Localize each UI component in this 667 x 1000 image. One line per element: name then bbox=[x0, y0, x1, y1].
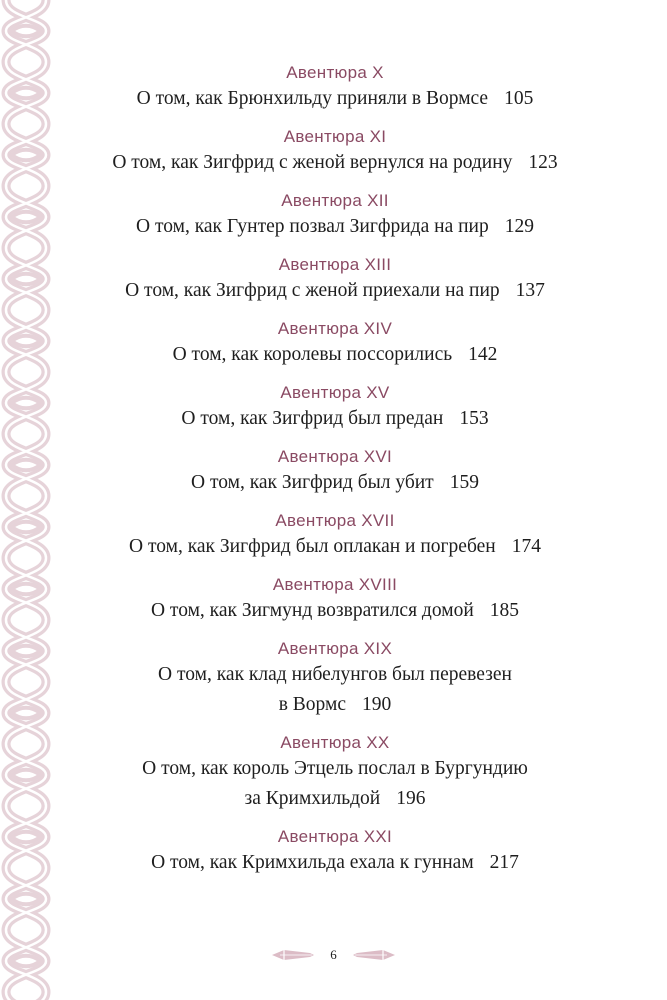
chapter-heading: Авентюра XVI bbox=[277, 447, 393, 466]
toc-entry[interactable] bbox=[70, 574, 600, 626]
page-reference: 217 bbox=[489, 852, 519, 873]
chapter-heading: Авентюра XI bbox=[283, 127, 387, 146]
chapter-heading: Авентюра XIII bbox=[278, 255, 392, 274]
page-reference: 174 bbox=[511, 536, 541, 557]
page-reference: 142 bbox=[468, 344, 498, 365]
chapter-title: О том, как Зигфрид был предан 153 bbox=[181, 408, 489, 429]
chapter-title: О том, как Кримхильда ехала к гуннам 217 bbox=[151, 852, 519, 873]
chapter-title: О том, как клад нибелунгов был перевезен bbox=[158, 664, 512, 685]
chapter-title: О том, как Зигмунд возвратился домой 185 bbox=[150, 600, 520, 621]
entry-spacer bbox=[70, 370, 600, 382]
chapter-heading: Авентюра XVIII bbox=[272, 575, 398, 594]
page-footer bbox=[0, 940, 667, 970]
chapter-heading: Авентюра XII bbox=[281, 191, 389, 210]
left-ornament-icon bbox=[270, 947, 316, 963]
entry-spacer bbox=[70, 562, 600, 574]
toc-entry[interactable] bbox=[70, 732, 600, 814]
right-ornament-icon bbox=[351, 947, 397, 963]
toc-entry[interactable] bbox=[70, 190, 600, 242]
chapter-heading: Авентюра XXI bbox=[277, 827, 393, 846]
entry-spacer bbox=[70, 306, 600, 318]
chapter-title: за Кримхильдой 196 bbox=[244, 788, 426, 809]
chapter-title: О том, как Зигфрид с женой вернулся на родину 123 bbox=[112, 152, 558, 173]
chapter-title: О том, как Брюнхильду приняли в Вормсе 105 bbox=[136, 88, 534, 109]
toc-entry[interactable] bbox=[70, 318, 600, 370]
chapter-title: О том, как Гунтер позвал Зигфрида на пир 129 bbox=[136, 216, 534, 237]
chapter-title: в Вормс 190 bbox=[278, 694, 392, 715]
page-reference: 123 bbox=[528, 152, 558, 173]
chapter-heading: Авентюра XX bbox=[280, 733, 390, 752]
entry-spacer bbox=[70, 498, 600, 510]
toc-entry[interactable] bbox=[70, 826, 600, 878]
table-of-contents bbox=[70, 62, 600, 878]
chapter-title: О том, как Зигфрид был убит 159 bbox=[191, 472, 479, 493]
toc-entry[interactable] bbox=[70, 254, 600, 306]
toc-entry[interactable] bbox=[70, 638, 600, 720]
page-reference: 137 bbox=[515, 280, 545, 301]
page-reference: 185 bbox=[489, 600, 520, 621]
chapter-heading: Авентюра X bbox=[286, 63, 384, 82]
chapter-title: О том, как Зигфрид был оплакан и погребен 174 bbox=[129, 536, 541, 557]
page-reference: 129 bbox=[504, 216, 534, 237]
entry-spacer bbox=[70, 114, 600, 126]
chapter-heading: Авентюра XIX bbox=[277, 639, 393, 658]
entry-spacer bbox=[70, 626, 600, 638]
toc-entry[interactable] bbox=[70, 382, 600, 434]
chapter-title: О том, как Зигфрид с женой приехали на пир 137 bbox=[125, 280, 545, 301]
entry-spacer bbox=[70, 720, 600, 732]
chapter-title: О том, как королевы поссорились 142 bbox=[172, 344, 498, 365]
page-reference: 159 bbox=[449, 472, 479, 493]
page-reference: 105 bbox=[504, 88, 534, 109]
chapter-title: О том, как король Этцель послал в Бургундию bbox=[142, 758, 528, 779]
toc-entry[interactable] bbox=[70, 62, 600, 114]
chapter-heading: Авентюра XIV bbox=[277, 319, 393, 338]
toc-entry[interactable] bbox=[70, 446, 600, 498]
entry-spacer bbox=[70, 242, 600, 254]
entry-spacer bbox=[70, 434, 600, 446]
page-number: 6 bbox=[330, 947, 337, 962]
entry-spacer bbox=[70, 178, 600, 190]
entry-spacer bbox=[70, 814, 600, 826]
chapter-heading: Авентюра XVII bbox=[275, 511, 395, 530]
chapter-heading: Авентюра XV bbox=[280, 383, 390, 402]
page-reference: 196 bbox=[396, 788, 426, 809]
toc-entry[interactable] bbox=[70, 510, 600, 562]
celtic-knot-border bbox=[0, 0, 52, 1000]
page-reference: 190 bbox=[362, 694, 392, 715]
toc-entry[interactable] bbox=[70, 126, 600, 178]
page-reference: 153 bbox=[459, 408, 489, 429]
